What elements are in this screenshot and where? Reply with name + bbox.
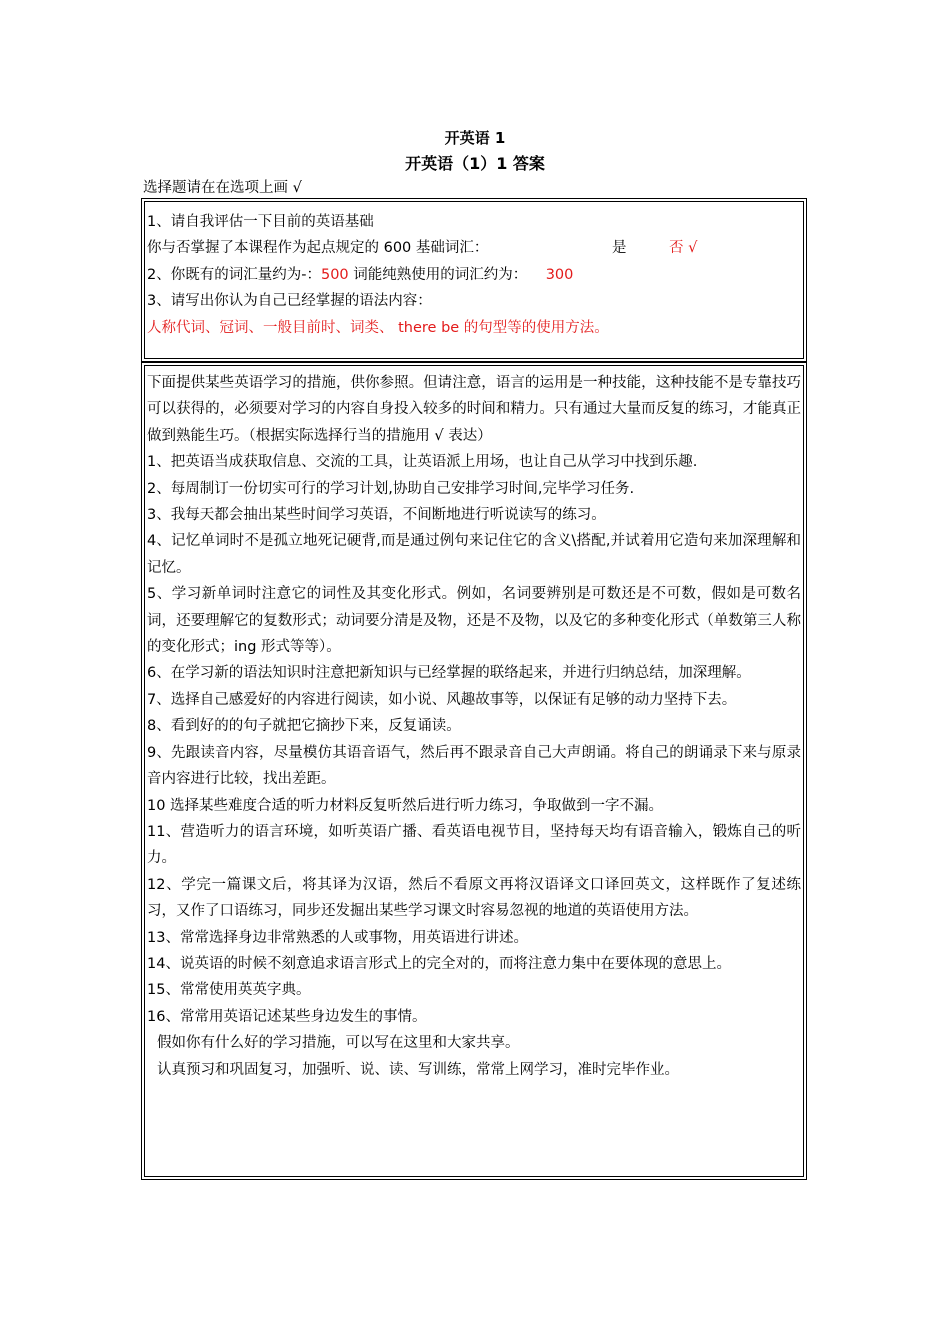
measure-item[interactable]: 6、在学习新的语法知识时注意把新知识与已经掌握的联络起来，并进行归纳总结，加深理解。 bbox=[147, 665, 751, 682]
fluent-vocabulary-answer: 300 bbox=[545, 266, 574, 283]
document-title: 开英语 1 bbox=[444, 129, 506, 147]
question-3-answer: 人称代词、冠词、一般目前时、词类、 there be 的句型等的使用方法。 bbox=[147, 319, 609, 336]
learning-measures-inner bbox=[144, 365, 804, 1177]
document-subtitle: 开英语（1）1 答案 bbox=[405, 154, 545, 173]
measure-item[interactable]: 14、说英语的时候不刻意追求语言形式上的完全对的，而将注意力集中在要体现的意思上。 bbox=[147, 955, 731, 972]
measure-item[interactable]: 13、常常选择身边非常熟悉的人或事物，用英语进行讲述。 bbox=[147, 929, 528, 946]
measure-item[interactable]: 1、把英语当成获取信息、交流的工具，让英语派上用场，也让自己从学习中找到乐趣. bbox=[147, 454, 698, 471]
measure-item[interactable]: 3、我每天都会抽出某些时间学习英语，不间断地进行听说读写的练习。 bbox=[147, 507, 606, 524]
measure-item[interactable]: 16、常常用英语记述某些身边发生的事情。 bbox=[147, 1008, 427, 1025]
share-prompt: 假如你有什么好的学习措施，可以写在这里和大家共享。 bbox=[157, 1035, 520, 1052]
measure-item[interactable]: 7、选择自己感爱好的内容进行阅读，如小说、风趣故事等，以保证有足够的动力坚持下去。 bbox=[147, 691, 737, 708]
self-assessment-inner bbox=[144, 201, 804, 359]
self-assessment-box bbox=[141, 198, 807, 362]
measure-item[interactable]: 15、常常使用英英字典。 bbox=[147, 982, 311, 999]
question-1-row bbox=[147, 235, 801, 261]
question-2-text-2: 词能纯熟使用的词汇约为： bbox=[348, 266, 528, 283]
question-1-title: 1、请自我评估一下目前的英语基础 bbox=[147, 214, 374, 230]
share-answer: 认真预习和巩固复习，加强听、说、读、写训练，常常上网学习，准时完毕作业。 bbox=[157, 1061, 679, 1078]
measures-intro: 下面提供某些英语学习的措施，供你参照。但请注意，语言的运用是一种技能，这种技能不是专靠技巧可以获得的，必须要对学习的内容自身投入较多的时间和精力。只有通过大量而反复的练习，才能真正做到熟能生巧。（根据实际选择行当的措施用 √ 表达） bbox=[147, 375, 801, 444]
measure-item[interactable]: 4、记忆单词时不是孤立地死记硬背,而是通过例句来记住它的含义\搭配,并试着用它造句来加深理解和记忆。 bbox=[147, 533, 801, 576]
question-3-title: 3、请写出你认为自己已经掌握的语法内容： bbox=[147, 293, 432, 310]
option-yes[interactable]: 是 bbox=[612, 240, 627, 257]
measure-item[interactable]: 9、先跟读音内容，尽量模仿其语音语气，然后再不跟录音自己大声朗诵。将自己的朗诵录下来与原录音内容进行比较，找出差距。 bbox=[147, 744, 801, 788]
measure-item[interactable]: 5、学习新单词时注意它的词性及其变化形式。例如，名词要辨别是可数还是不可数，假如是可数名词，还要理解它的复数形式；动词要分清是及物，还是不及物，以及它的多种变化形式（单数第三人称的变化形式；ing 形式等等）。 bbox=[147, 586, 801, 656]
learning-measures-box bbox=[141, 362, 807, 1180]
measure-item[interactable]: 11、营造听力的语言环境，如听英语广播、看英语电视节目，坚持每天均有语音输入，锻炼自己的听力。 bbox=[147, 823, 801, 867]
question-2-text-1: 2、你既有的词汇量约为-： bbox=[147, 266, 321, 283]
option-no-checked[interactable]: 否 √ bbox=[669, 240, 698, 257]
measure-item[interactable]: 8、看到好的的句子就把它摘抄下来，反复诵读。 bbox=[147, 718, 461, 735]
instruction-text: 选择题请在在选项上画 √ bbox=[143, 180, 302, 196]
measure-item[interactable]: 10 选择某些难度合适的听力材料反复听然后进行听力练习，争取做到一字不漏。 bbox=[147, 797, 664, 814]
question-2-row bbox=[147, 262, 801, 288]
measure-item[interactable]: 12、学完一篇课文后，将其译为汉语，然后不看原文再将汉语译文口译回英文，这样既作了复述练习，又作了口语练习，同步还发掘出某些学习课文时容易忽视的地道的英语使用方法。 bbox=[147, 876, 801, 920]
vocabulary-size-answer: 500 bbox=[320, 266, 349, 283]
question-1-text: 你与否掌握了本课程作为起点规定的 600 基础词汇： bbox=[147, 240, 489, 257]
measure-item[interactable]: 2、每周制订一份切实可行的学习计划,协助自己安排学习时间,完毕学习任务. bbox=[147, 480, 635, 497]
